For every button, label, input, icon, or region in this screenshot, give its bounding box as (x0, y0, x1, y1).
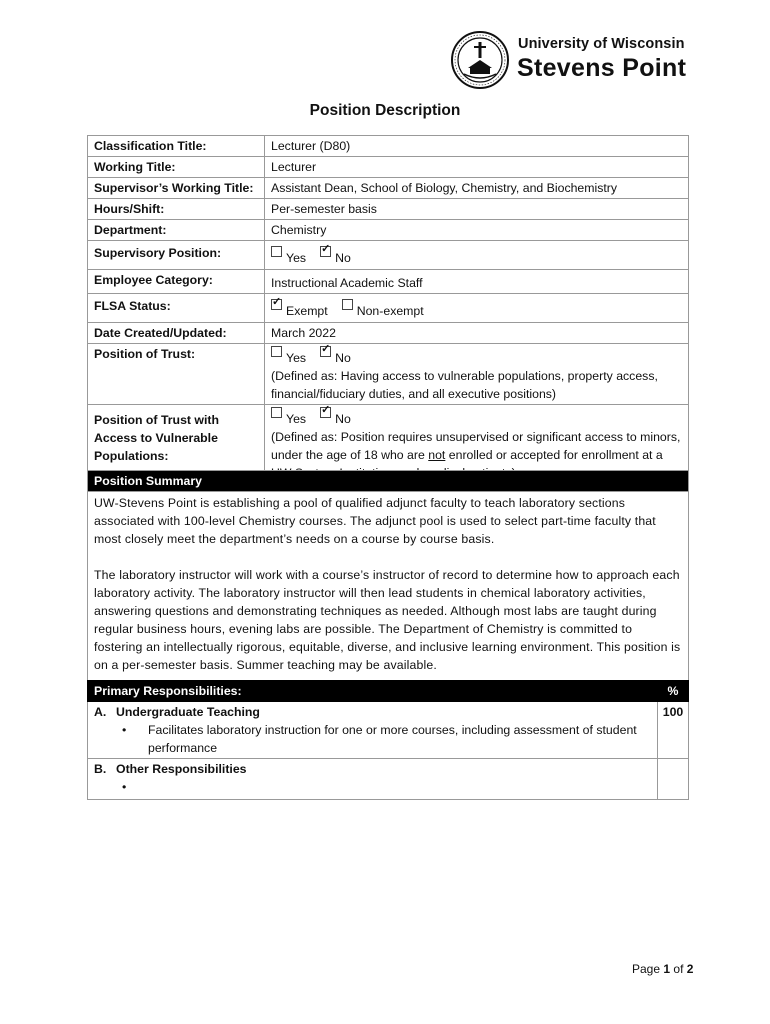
trust-yes-label: Yes (286, 351, 307, 365)
position-summary-table (87, 470, 689, 681)
date-updated-value: March 2022 (265, 323, 689, 344)
department-value: Chemistry (265, 220, 689, 241)
document-title: Position Description (309, 102, 461, 119)
percent-value: 100 (658, 702, 689, 759)
vulnerable-yes-checkbox[interactable] (271, 407, 282, 418)
table-row (88, 270, 689, 294)
supervisory-yes-label: Yes (286, 251, 307, 265)
table-row (88, 344, 689, 405)
classification-title-value: Lecturer (D80) (265, 136, 689, 157)
table-row (88, 241, 689, 270)
percent-heading: % (658, 681, 689, 702)
trust-yes-checkbox[interactable] (271, 346, 282, 357)
working-title-value: Lecturer (265, 157, 689, 178)
list-item (120, 778, 651, 796)
table-row (88, 178, 689, 199)
flsa-status-label: FLSA Status: (88, 294, 265, 323)
university-logo (450, 30, 690, 92)
page-footer: Page 1 of 2 (632, 962, 694, 976)
section-title: A. Undergraduate Teaching (94, 705, 260, 719)
trust-no-checkbox[interactable] (320, 346, 331, 357)
supervisory-no-label: No (335, 251, 351, 265)
department-label: Department: (88, 220, 265, 241)
table-row (88, 323, 689, 344)
flsa-nonexempt-checkbox[interactable] (342, 299, 353, 310)
vulnerable-no-label: No (335, 412, 351, 426)
position-summary-heading: Position Summary (88, 471, 689, 492)
flsa-exempt-checkbox[interactable] (271, 299, 282, 310)
table-row (88, 199, 689, 220)
supervisory-position-label: Supervisory Position: (88, 241, 265, 270)
summary-paragraph: UW-Stevens Point is establishing a pool of qualified adjunct faculty to teach laboratory sections associated with 100-level Chemistry courses. The adjunct pool is used to select part-time faculty that most closely meet the department’s needs on a course by course basis. (94, 496, 656, 546)
hours-label: Hours/Shift: (88, 199, 265, 220)
table-row (88, 136, 689, 157)
table-row (88, 220, 689, 241)
vulnerable-yes-label: Yes (286, 412, 307, 426)
supervisory-yes-checkbox[interactable] (271, 246, 282, 257)
vulnerable-definition: (Defined as: Position requires unsupervised or significant access to minors, under the age of 18 who are not enrolled or accepted for enrollment at a (271, 430, 681, 462)
section-title: B. Other Responsibilities (94, 762, 247, 776)
vulnerable-populations-label: Position of Trust with Access to Vulnerable Populations: (88, 405, 265, 484)
responsibilities-table (87, 680, 689, 800)
percent-value (658, 759, 689, 800)
employee-category-label: Employee Category: (88, 270, 265, 294)
table-row (88, 294, 689, 323)
table-row (88, 157, 689, 178)
table-row (88, 702, 689, 759)
university-name-line2: Stevens Point (517, 54, 687, 82)
table-row (88, 759, 689, 800)
summary-paragraph: The laboratory instructor will work with a course’s instructor of record to determine how to approach each laboratory activity. The laboratory instructor will then lead students in chemical laboratory activities, answering questions and demonstrating techniques as needed. Although most labs are taught during regular business hours, evening labs are possible. The Department of Chemistry is committed to fostering an intellectually rigorous, equitable, diverse, and inclusive learning environment. This position is on a per-semester basis. Summer teaching may be available. (94, 568, 681, 672)
responsibilities-heading: Primary Responsibilities: (88, 681, 658, 702)
supervisor-working-title-value: Assistant Dean, School of Biology, Chemistry, and Biochemistry (265, 178, 689, 199)
flsa-nonexempt-label: Non-exempt (356, 304, 424, 318)
vulnerable-no-checkbox[interactable] (320, 407, 331, 418)
supervisory-no-checkbox[interactable] (320, 246, 331, 257)
trust-no-label: No (335, 351, 351, 365)
flsa-exempt-label: Exempt (286, 304, 328, 318)
position-of-trust-label: Position of Trust: (88, 344, 265, 405)
supervisor-working-title-label: Supervisor’s Working Title: (88, 178, 265, 199)
date-updated-label: Date Created/Updated: (88, 323, 265, 344)
employee-category-value: Instructional Academic Staff (265, 270, 689, 294)
list-item: • Facilitates laboratory instruction for one or more courses, including assessment of student performance (120, 721, 651, 757)
trust-definition: (Defined as: Having access to vulnerable populations, property access, financial/fiduciary duties, and all executive positions) (271, 369, 658, 401)
position-info-table (87, 135, 689, 484)
university-seal-icon (450, 30, 510, 90)
hours-value: Per-semester basis (265, 199, 689, 220)
university-name-line1: University of Wisconsin (518, 36, 685, 52)
classification-title-label: Classification Title: (88, 136, 265, 157)
working-title-label: Working Title: (88, 157, 265, 178)
position-summary-body (88, 492, 689, 681)
